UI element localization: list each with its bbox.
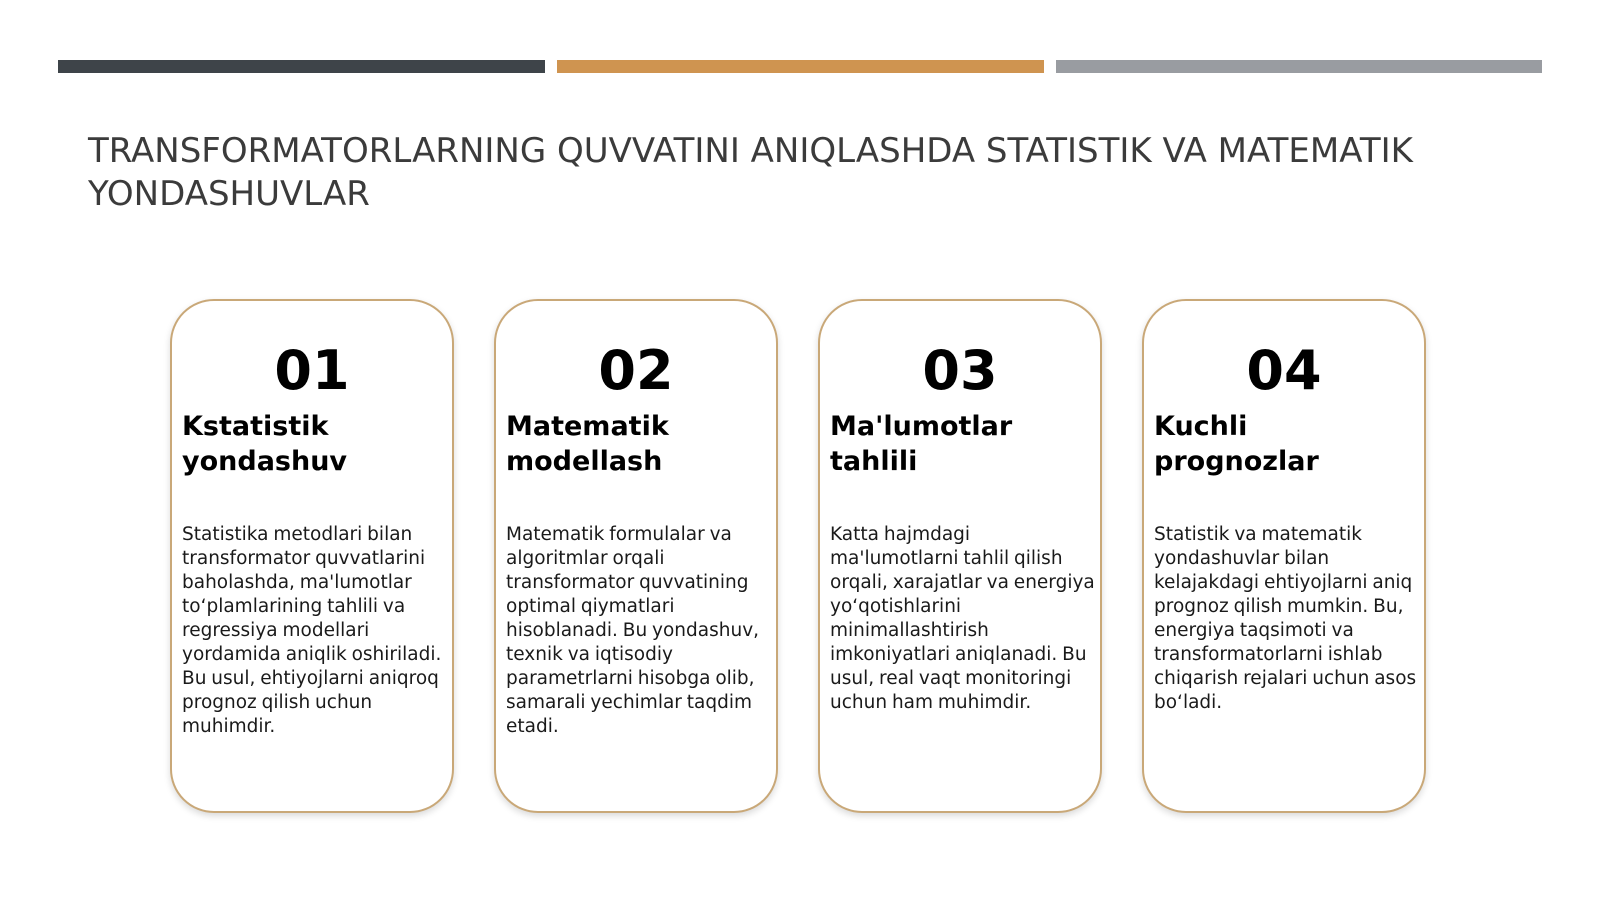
card-text: Katta hajmdagi ma'lumotlarni tahlil qilish orqali, xarajatlar va energiya yo‘qotishlarini minimallashtirish imkoniyatlari aniqlanadi. Bu usul, real vaqt monitoringi uchun ham muhimdir. (830, 524, 1095, 713)
accent-bar-orange (557, 60, 1044, 73)
card-01 (170, 299, 454, 813)
card-heading: Kuchli prognozlar (1154, 411, 1319, 477)
card-text: Statistik va matematik yondashuvlar bilan kelajakdagi ehtiyojlarni aniq prognoz qilish mumkin. Bu, energiya taqsimoti va transformatorlarni ishlab chiqarish rejalari uchun asos bo‘ladi. (1154, 524, 1417, 713)
card-text: Matematik formulalar va algoritmlar orqali transformator quvvatining optimal qiymatlari hisoblanadi. Bu yondashuv, texnik va iqtisodiy parametrlarni hisobga olib, samarali yechimlar taqdim etadi. (506, 524, 760, 737)
card-text: Statistika metodlari bilan transformator quvvatlarini baholashda, ma'lumotlar to‘plamlarining tahlili va regressiya modellari yordamida aniqlik oshiriladi. Bu usul, ehtiyojlarni aniqroq prognoz qilish uchun muhimdir. (182, 524, 442, 737)
card-number: 01 (274, 339, 350, 402)
slide-title: TRANSFORMATORLARNING QUVVATINI ANIQLASHDA STATISTIK VA MATEMATIK YONDASHUVLAR (88, 131, 1413, 214)
card-heading: Kstatistik yondashuv (182, 411, 348, 477)
accent-bar-dark (58, 60, 545, 73)
card-number: 03 (922, 339, 998, 402)
card-02 (494, 299, 778, 813)
card-heading: Matematik modellash (506, 411, 669, 477)
card-heading: Ma'lumotlar tahlili (830, 411, 1013, 477)
card-04 (1142, 299, 1426, 813)
card-number: 04 (1246, 339, 1322, 402)
accent-bar-gray (1056, 60, 1542, 73)
card-03 (818, 299, 1102, 813)
card-number: 02 (598, 339, 674, 402)
